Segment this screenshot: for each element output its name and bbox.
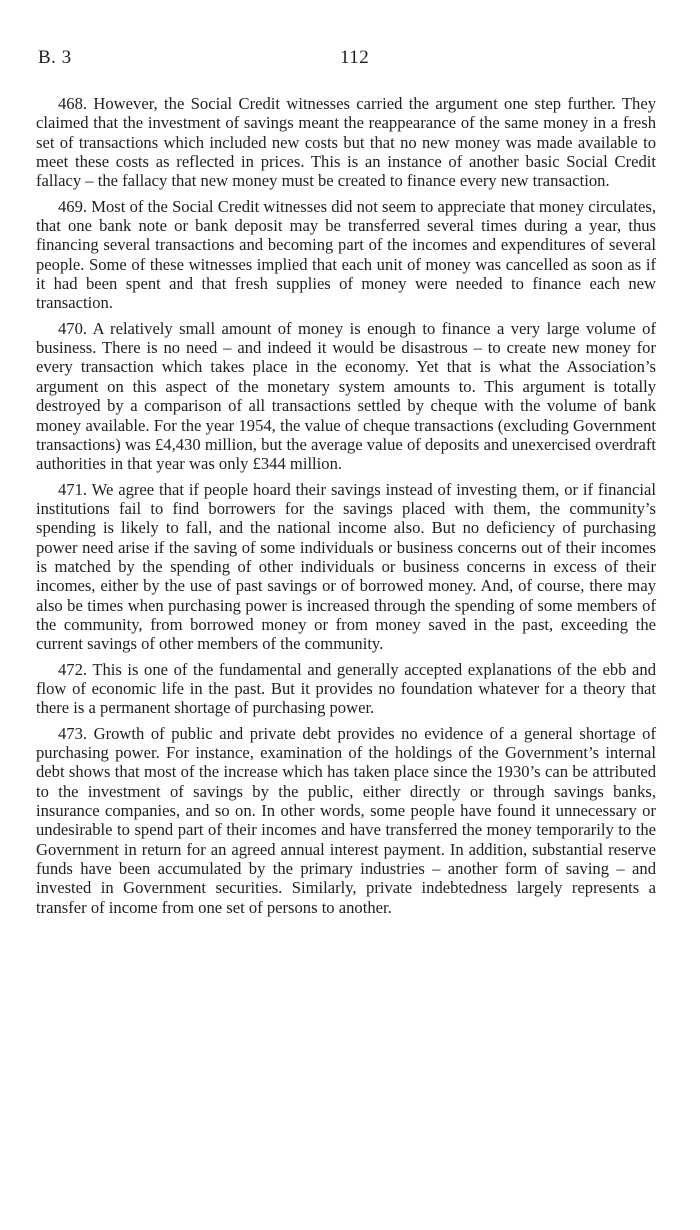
paragraph-473: [36, 724, 656, 917]
paragraph-472: [36, 660, 656, 718]
paragraph-number: 470.: [58, 318, 88, 338]
paragraph-number: 471.: [58, 479, 88, 499]
page-header: [38, 47, 662, 71]
paragraph-text: We agree that if people hoard their savings instead of investing them, or if financial institutions fail to find borrowers for the savings placed with them, the community’s spending is likely to fall, and the national income also. But no deficiency of purchasing power need arise if the saving of some individuals or business concerns out of their incomes is matched by the spending of other individuals or business concerns in excess of their incomes, either by the use of past savings or of borrowed money. And, of course, there may also be times when purchasing power is increased through the spending of some members of the community, from borrowed money or from money saved in the past, exceeding the current savings of other members of the community.: [36, 479, 656, 654]
paragraph-text: A relatively small amount of money is enough to finance a very large volume of business. There is no need – and indeed it would be disastrous – to create new money for every transaction which takes place in the economy. Yet that is what the Association’s argument on this aspect of the monetary system amounts to. This argument is totally destroyed by a comparison of all transactions settled by cheque with the volume of bank money available. For the year 1954, the value of cheque transactions (excluding Government transactions) was £4,430 million, but the average value of deposits and unexercised overdraft authorities in that year was only £344 million.: [36, 318, 656, 474]
paragraph-text: Growth of public and private debt provides no evidence of a general shortage of purchasing power. For instance, examination of the holdings of the Government’s internal debt shows that most of the increase which has taken place since the 1930’s can be attributed to the investment of savings by the public, either directly or through savings banks, insurance companies, and so on. In other words, some people have found it unnecessary or undesirable to spend part of their incomes and have transferred the money temporarily to the Government in return for an agreed annual interest payment. In addition, substantial reserve funds have been accumulated by the primary industries – another form of saving – and invested in Government securities. Similarly, private indebtedness largely represents a transfer of income from one set of persons to another.: [36, 723, 656, 917]
paragraph-number: 469.: [58, 196, 88, 216]
document-reference: B. 3: [38, 47, 72, 68]
paragraph-468: [36, 94, 656, 191]
paragraph-469: [36, 197, 656, 313]
body-text: [36, 94, 656, 923]
paragraph-471: [36, 480, 656, 654]
page-number: 112: [340, 47, 370, 68]
paragraph-number: 468.: [58, 94, 88, 113]
paragraph-text: Most of the Social Credit witnesses did not seem to appreciate that money circulates, that one bank note or bank deposit may be transferred several times during a year, thus financing several transactions and becoming part of the incomes and expenditures of several people. Some of these witnesses implied that each unit of money was cancelled as soon as if it had been spent and that fresh supplies of money were needed to finance each new transaction.: [36, 196, 656, 313]
paragraph-number: 473.: [58, 723, 88, 743]
paragraph-470: [36, 319, 656, 474]
paragraph-text: This is one of the fundamental and generally accepted explanations of the ebb and flow of economic life in the past. But it provides no foundation whatever for a theory that there is a permanent shortage of purchasing power.: [36, 659, 656, 718]
paragraph-text: However, the Social Credit witnesses carried the argument one step further. They claimed that the investment of savings meant the reappearance of the same money in a fresh set of transactions which included new costs but that no new money was made available to meet these costs as reflected in prices. This is an instance of another basic Social Credit fallacy – the fallacy that new money must be created to finance every new transaction.: [36, 94, 656, 191]
paragraph-number: 472.: [58, 659, 88, 679]
